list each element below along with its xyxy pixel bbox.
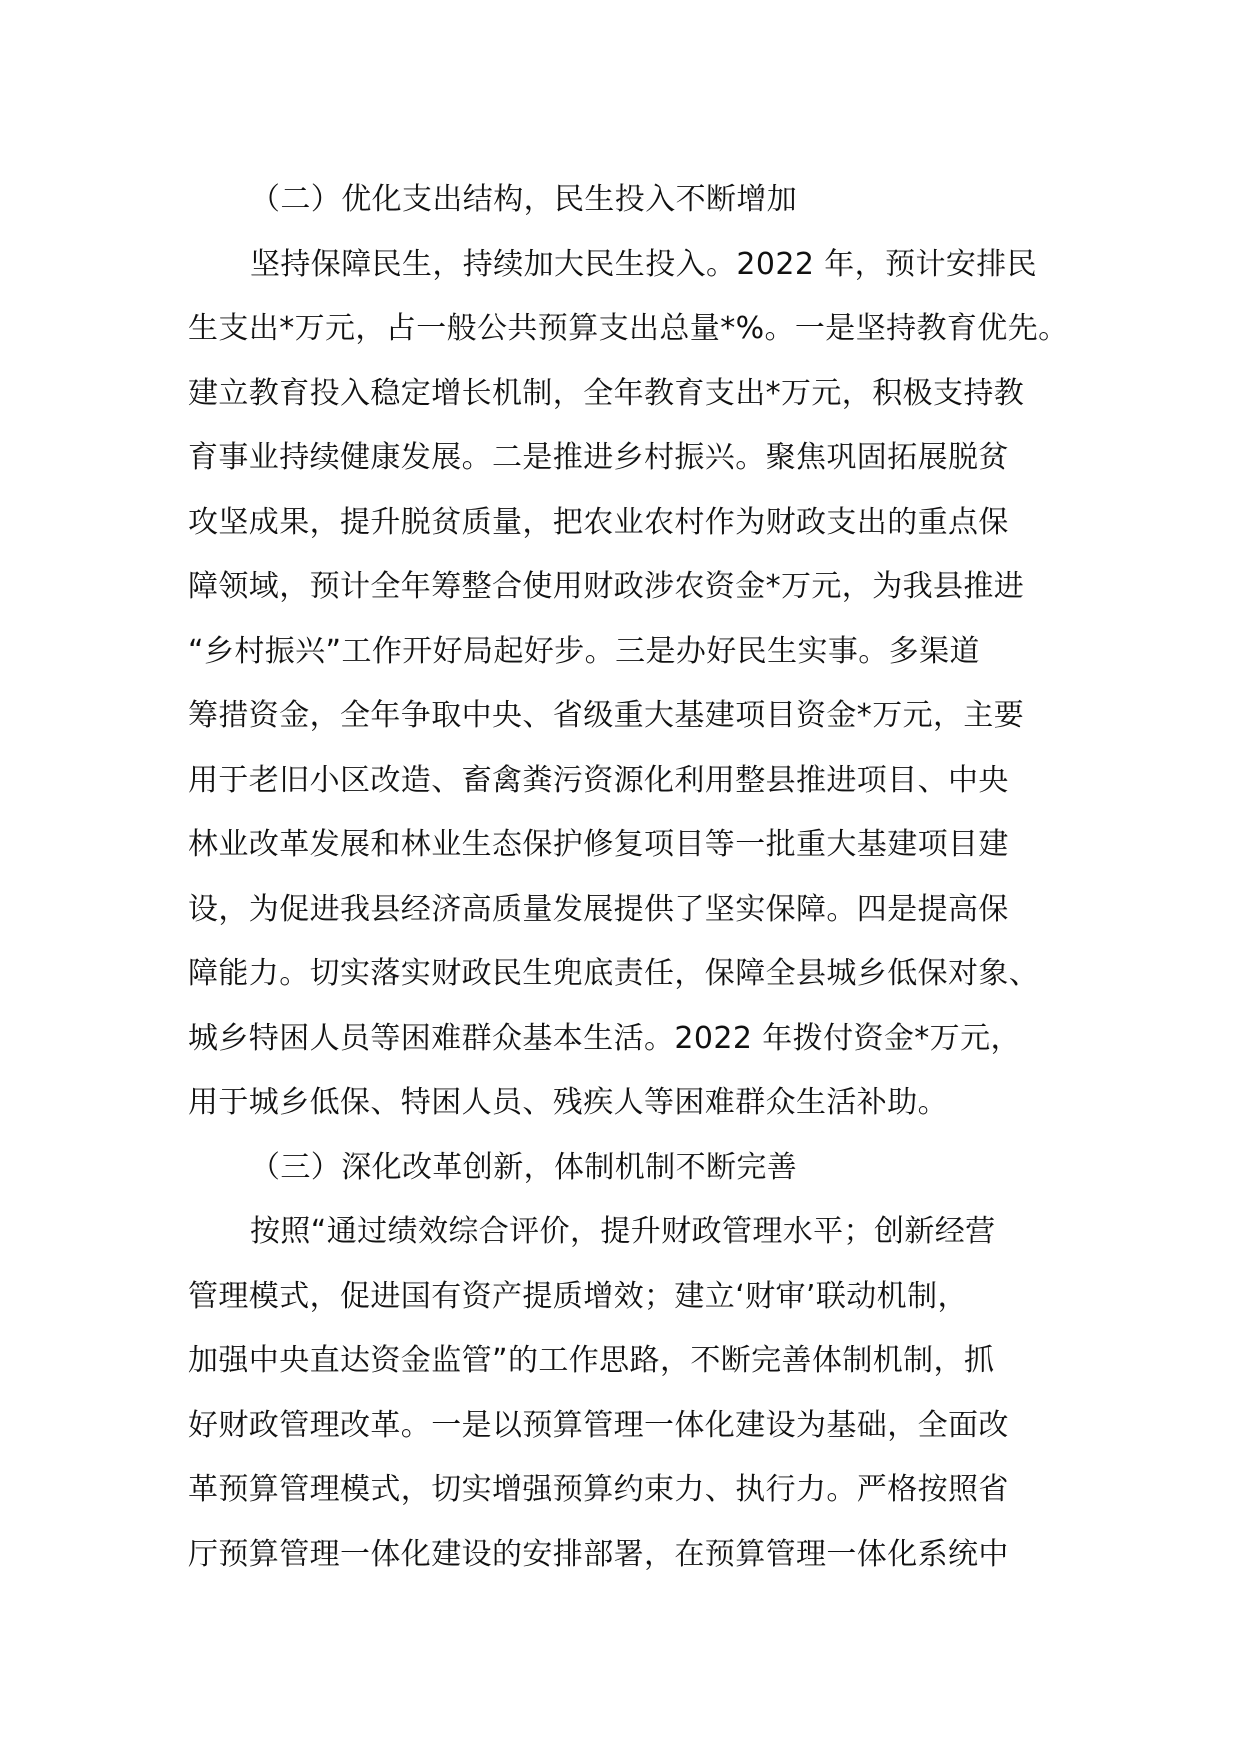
paragraph-line: 林业改革发展和林业生态保护修复项目等一批重大基建项目建 — [188, 827, 1009, 862]
paragraph-line: 厅预算管理一体化建设的安排部署，在预算管理一体化系统中 — [188, 1536, 1009, 1572]
paragraph-line: 育事业持续健康发展。二是推进乡村振兴。聚焦巩固拓展脱贫 — [188, 440, 1009, 475]
section-heading-2: （二）优化支出结构，民生投入不断增加 — [250, 182, 798, 217]
paragraph-line: 筹措资金，全年争取中央、省级重大基建项目资金*万元，主要 — [188, 698, 1025, 733]
paragraph-line: 加强中央直达资金监管”的工作思路，不断完善体制机制，抓 — [188, 1343, 995, 1378]
paragraph-line: 障能力。切实落实财政民生兜底责任，保障全县城乡低保对象、 — [188, 956, 1040, 991]
paragraph-line: “乡村振兴”工作开好局起好步。三是办好民生实事。多渠道 — [188, 633, 980, 669]
paragraph-line: 用于老旧小区改造、畜禽粪污资源化利用整县推进项目、中央 — [188, 762, 1009, 798]
paragraph-line: 好财政管理改革。一是以预算管理一体化建设为基础，全面改 — [188, 1407, 1009, 1443]
paragraph-line: 管理模式，促进国有资产提质增效；建立‘财审’联动机制， — [188, 1278, 968, 1314]
paragraph-line: 按照“通过绩效综合评价，提升财政管理水平；创新经营 — [250, 1214, 996, 1249]
paragraph-line: 城乡特困人员等困难群众基本生活。2022 年拨付资金*万元， — [188, 1020, 1021, 1056]
paragraph-line: 建立教育投入稳定增长机制，全年教育支出*万元，积极支持教 — [188, 375, 1025, 411]
paragraph-line: 攻坚成果，提升脱贫质量，把农业农村作为财政支出的重点保 — [188, 504, 1009, 540]
paragraph-line: 坚持保障民生，持续加大民生投入。2022 年，预计安排民 — [250, 246, 1038, 282]
paragraph-line: 用于城乡低保、特困人员、残疾人等困难群众生活补助。 — [188, 1085, 948, 1120]
paragraph-line: 障领域，预计全年筹整合使用财政涉农资金*万元，为我县推进 — [188, 569, 1025, 604]
section-heading-3: （三）深化改革创新，体制机制不断完善 — [250, 1149, 798, 1185]
paragraph-line: 生支出*万元，占一般公共预算支出总量*%。一是坚持教育优先。 — [188, 311, 1069, 346]
document-body — [188, 168, 1069, 1587]
paragraph-line: 革预算管理模式，切实增强预算约束力、执行力。严格按照省 — [188, 1472, 1009, 1507]
paragraph-line: 设，为促进我县经济高质量发展提供了坚实保障。四是提高保 — [188, 891, 1009, 927]
